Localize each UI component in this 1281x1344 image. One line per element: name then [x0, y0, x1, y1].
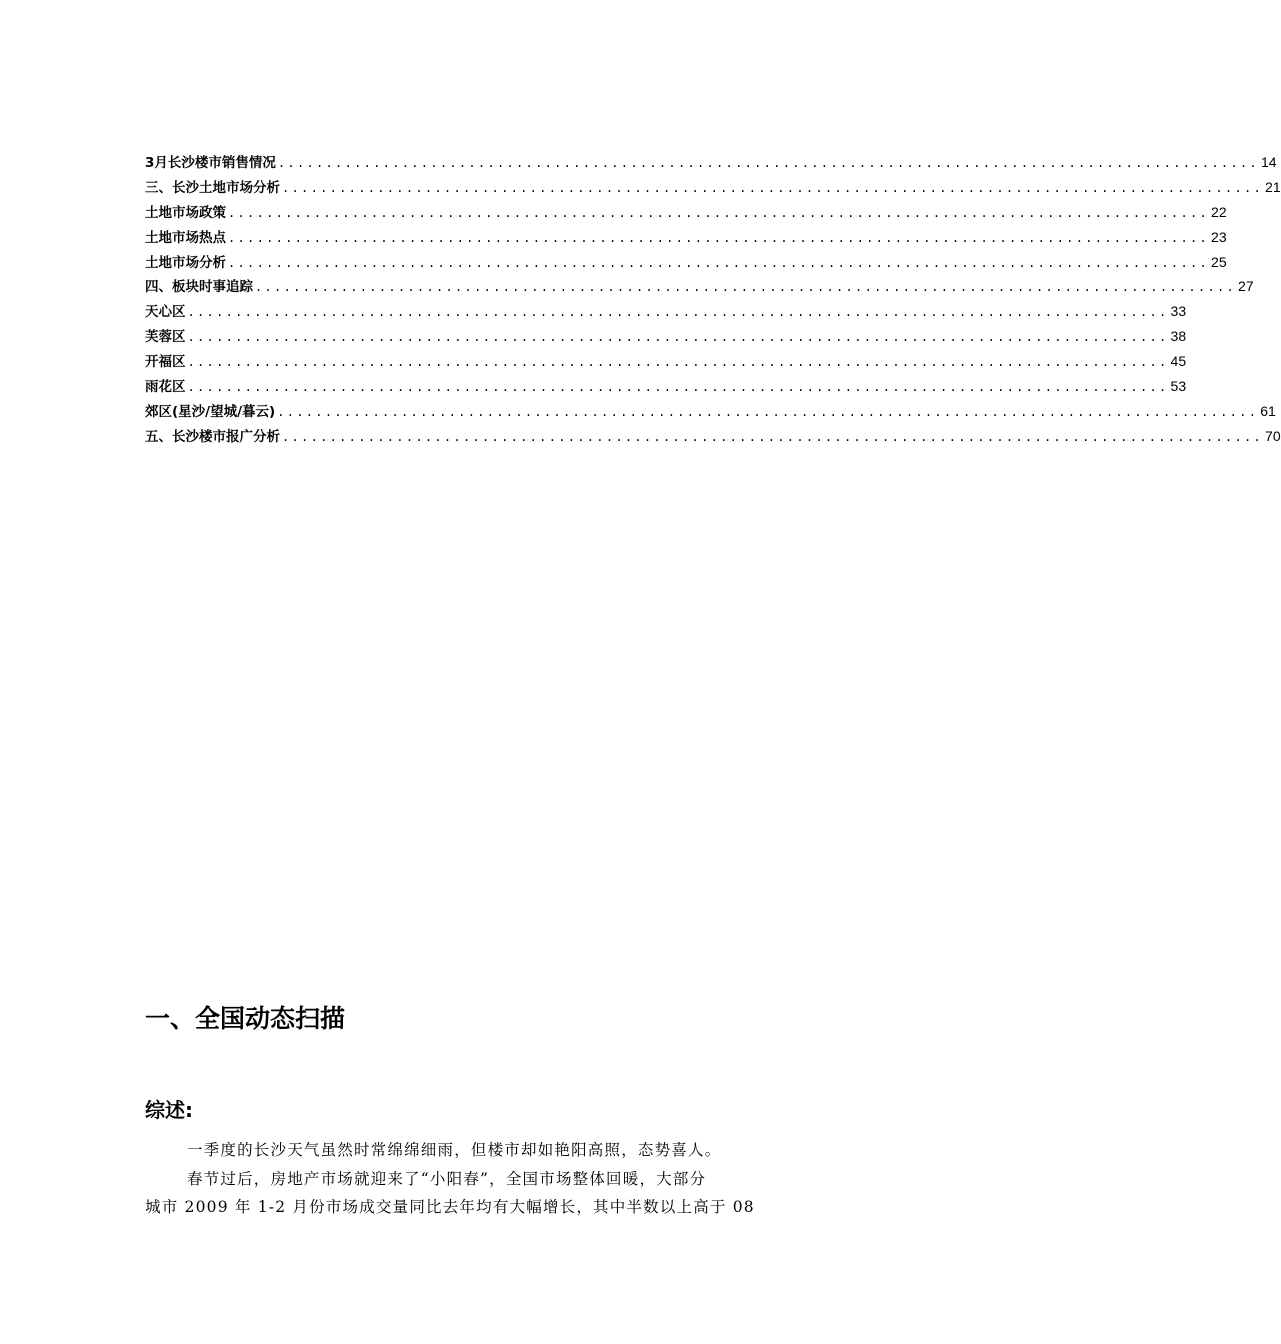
toc-leader-dots: .......................................................................................................	[228, 205, 1210, 220]
toc-entry[interactable]	[145, 349, 1187, 374]
toc-entry-page: 45	[1170, 353, 1187, 370]
toc-leader-dots: .......................................................................................................	[228, 255, 1210, 270]
toc-entry-label: 天心区	[145, 304, 186, 321]
section-title: 综述:	[145, 1098, 193, 1122]
toc-entry-page: 33	[1170, 303, 1187, 320]
toc-entry-label: 3月长沙楼市销售情况	[145, 155, 276, 171]
toc-entry[interactable]	[145, 399, 1276, 424]
toc-entry[interactable]	[145, 200, 1227, 225]
toc-entry-label: 土地市场政策	[145, 204, 226, 221]
toc-leader-dots: .......................................................................................................	[277, 404, 1259, 419]
toc-leader-dots: .......................................................................................................	[187, 380, 1169, 395]
toc-entry-page: 21	[1265, 178, 1281, 195]
toc-entry[interactable]	[145, 250, 1227, 275]
toc-entry-label: 三、长沙土地市场分析	[145, 179, 280, 196]
toc-leader-dots: .......................................................................................................	[228, 230, 1210, 245]
body-line: 城市 2009 年 1-2 月份市场成交量同比去年均有大幅增长，其中半数以上高于 08	[145, 1198, 755, 1216]
toc-entry[interactable]	[145, 299, 1187, 324]
toc-entry[interactable]	[145, 374, 1187, 399]
toc-entry-page: 38	[1170, 328, 1187, 345]
toc-entry-label: 开福区	[145, 354, 186, 371]
toc-entry-page: 27	[1238, 278, 1254, 295]
toc-entry-page: 23	[1211, 228, 1227, 245]
toc-leader-dots: .......................................................................................................	[187, 355, 1169, 370]
toc-entry-label: 郊区(星沙/望城/暮云)	[145, 403, 276, 420]
toc-leader-dots: .......................................................................................................	[282, 180, 1264, 195]
toc-entry[interactable]	[145, 175, 1281, 200]
toc-entry-page: 70	[1265, 427, 1281, 444]
toc-entry-label: 芙蓉区	[145, 329, 186, 346]
table-of-contents	[145, 150, 1281, 449]
toc-leader-dots: .......................................................................................................	[277, 156, 1259, 170]
body-line: 春节过后，房地产市场就迎来了“小阳春”，全国市场整体回暖，大部分	[187, 1169, 707, 1188]
toc-entry-page: 61	[1260, 402, 1276, 419]
toc-entry[interactable]	[145, 225, 1227, 250]
toc-entry-label: 土地市场热点	[145, 229, 226, 246]
toc-entry[interactable]	[145, 150, 1277, 175]
toc-entry[interactable]	[145, 324, 1187, 349]
toc-entry-page: 22	[1211, 203, 1227, 220]
toc-entry-page: 53	[1170, 378, 1187, 395]
toc-entry-label: 土地市场分析	[145, 254, 226, 271]
toc-entry-page: 14	[1260, 154, 1277, 170]
toc-leader-dots: .......................................................................................................	[255, 280, 1237, 295]
toc-entry-label: 四、板块时事追踪	[145, 279, 253, 296]
body-paragraphs	[145, 1136, 807, 1222]
chapter-title: 一、全国动态扫描	[145, 1004, 346, 1033]
toc-entry-page: 25	[1211, 253, 1227, 270]
toc-entry-label: 五、长沙楼市报广分析	[145, 428, 280, 445]
toc-leader-dots: .......................................................................................................	[187, 305, 1169, 320]
toc-entry[interactable]	[145, 274, 1254, 299]
toc-entry[interactable]	[145, 424, 1281, 449]
toc-entry-label: 雨花区	[145, 379, 186, 396]
body-line: 一季度的长沙天气虽然时常绵绵细雨，但楼市却如艳阳高照，态势喜人。	[187, 1141, 722, 1159]
toc-leader-dots: .......................................................................................................	[187, 330, 1169, 345]
toc-leader-dots: .......................................................................................................	[282, 429, 1264, 444]
